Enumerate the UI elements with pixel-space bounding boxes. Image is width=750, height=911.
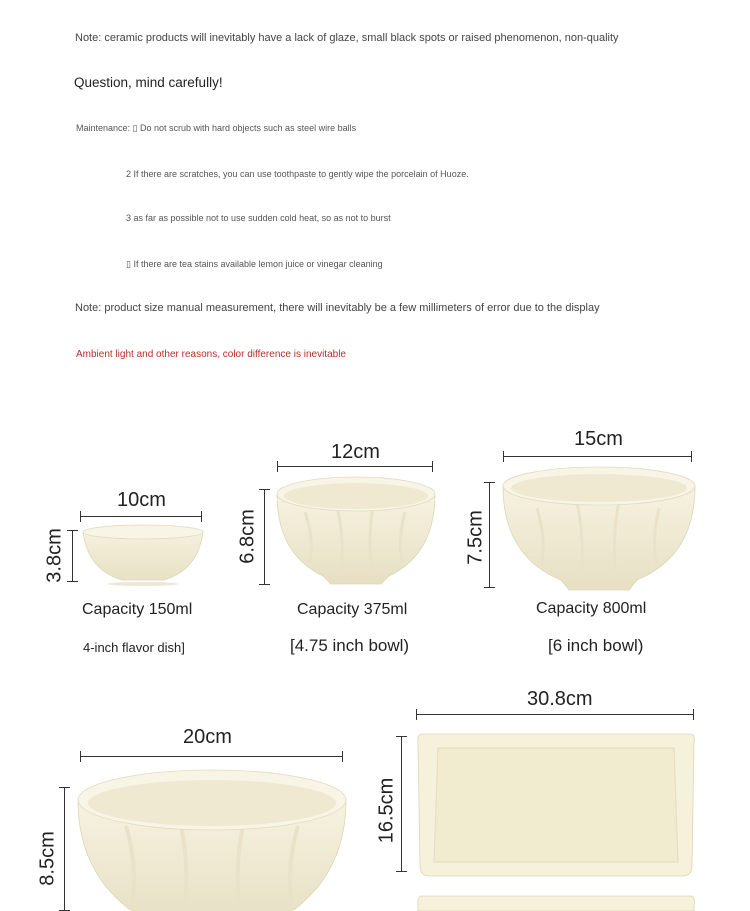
maintenance-line-1: Maintenance: ▯ Do not scrub with hard objects such as steel wire balls	[76, 123, 357, 133]
capacity-label: Capacity 800ml	[536, 600, 647, 617]
bowl-image	[501, 462, 697, 596]
height-label: 8.5cm	[36, 831, 59, 886]
width-label: 15cm	[574, 428, 623, 450]
product-type-label: 4-inch flavor dish]	[83, 640, 185, 655]
height-dimension-line	[72, 530, 73, 582]
height-dimension-line	[489, 482, 490, 588]
plate-stack-image	[414, 892, 698, 911]
width-dimension-line	[80, 516, 202, 517]
height-dimension-line	[264, 489, 265, 585]
bowl-image	[76, 766, 348, 911]
width-label: 30.8cm	[527, 688, 593, 710]
size-note: Note: product size manual measurement, there will inevitably be a few millimeters of error due to the display	[75, 302, 600, 314]
maintenance-line-3: 3 as far as possible not to use sudden cold heat, so as not to burst	[126, 213, 391, 223]
width-label: 10cm	[117, 489, 166, 511]
width-dimension-line	[503, 456, 692, 457]
width-dimension-line	[416, 714, 694, 715]
height-label: 7.5cm	[464, 510, 487, 565]
height-dimension-line	[401, 736, 402, 872]
dish-image	[80, 522, 206, 586]
bowl-image	[275, 472, 437, 590]
ambient-note: Ambient light and other reasons, color difference is inevitable	[76, 349, 346, 360]
width-label: 12cm	[331, 441, 380, 463]
maintenance-line-4: ▯ If there are tea stains available lemon juice or vinegar cleaning	[126, 259, 383, 269]
width-label: 20cm	[183, 726, 232, 748]
question-heading: Question, mind carefully!	[74, 75, 223, 90]
glaze-note: Note: ceramic products will inevitably have a lack of glaze, small black spots or raised phenomenon, non-quality	[75, 32, 619, 44]
maintenance-line-2: 2 If there are scratches, you can use toothpaste to gently wipe the porcelain of Huoze.	[126, 169, 469, 179]
product-type-label: [6 inch bowl)	[548, 636, 644, 655]
height-label: 3.8cm	[43, 528, 66, 583]
height-dimension-line	[64, 787, 65, 911]
height-label: 16.5cm	[375, 777, 398, 844]
width-dimension-line	[80, 756, 343, 757]
product-type-label: [4.75 inch bowl)	[290, 636, 410, 655]
capacity-label: Capacity 150ml	[82, 601, 193, 618]
width-dimension-line	[277, 466, 433, 467]
capacity-label: Capacity 375ml	[297, 601, 408, 618]
plate-image	[414, 730, 698, 880]
height-label: 6.8cm	[236, 509, 259, 564]
